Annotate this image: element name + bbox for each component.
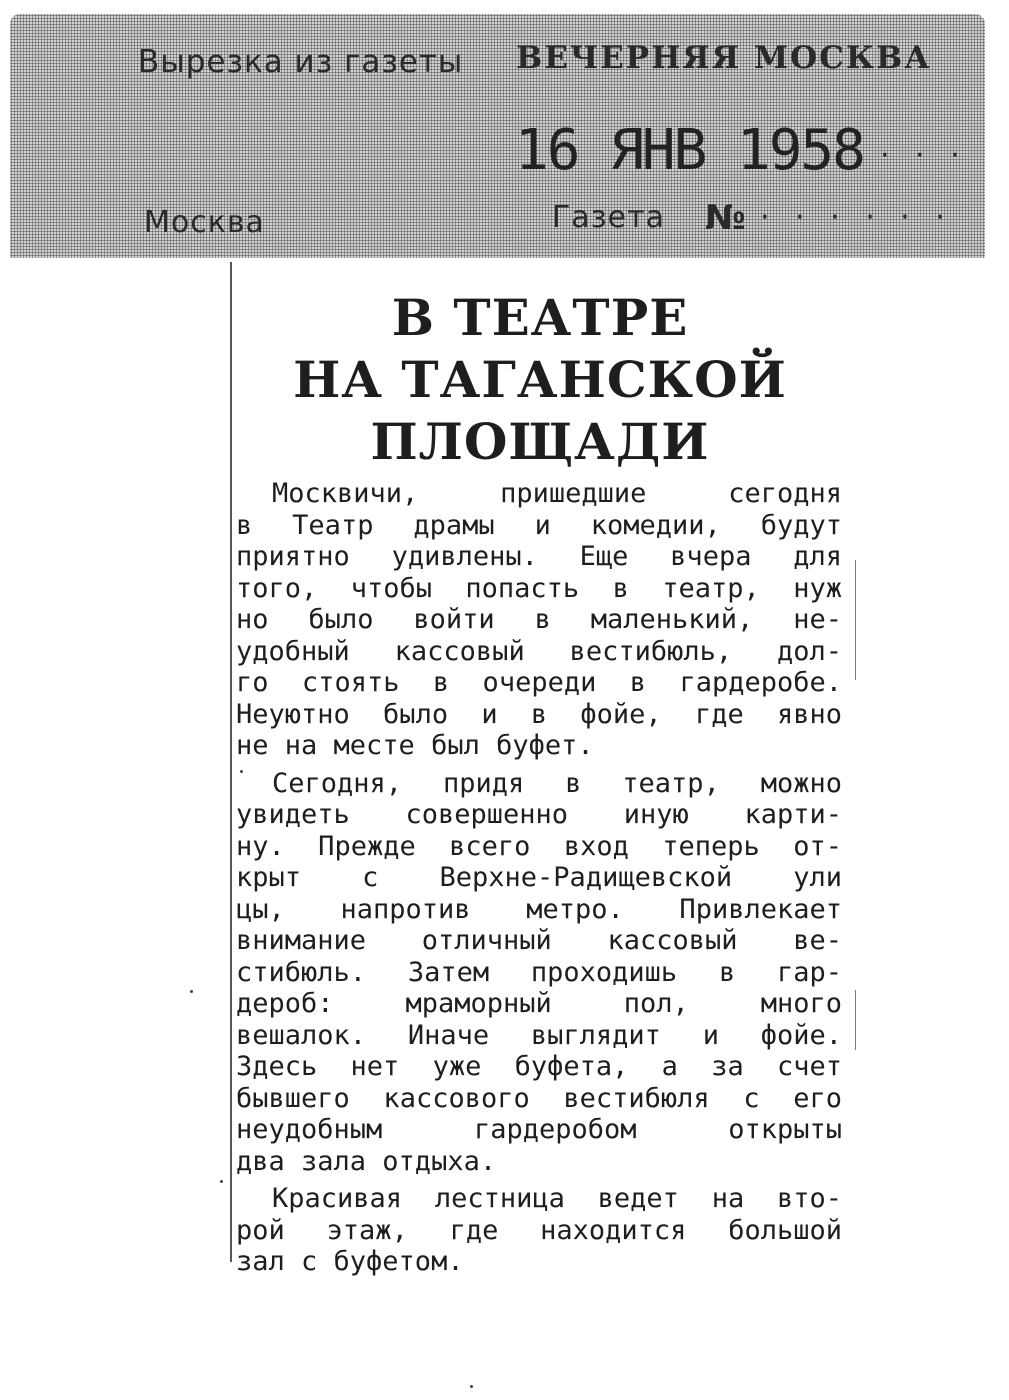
text-line: Неуютно было и в фойе, где явно	[236, 698, 842, 730]
text-line: Москвичи, пришедшие сегодня	[272, 478, 842, 509]
date-dots: · · ·	[880, 138, 968, 173]
text-line: но было войти в маленький, не-	[236, 604, 842, 635]
text-line: цы, напротив метро. Привлекает	[236, 893, 842, 925]
text-line: зал с буфетом.	[236, 1246, 464, 1277]
number-dots: · · · · · ·	[760, 200, 953, 235]
date-stamp: 16 ЯНВ 1958	[515, 118, 864, 183]
clipping-right-edge-mark	[855, 990, 856, 1050]
text-line: в Театр драмы и комедии, будут	[236, 509, 842, 541]
text-line: неудобным гардеробом открыты	[236, 1114, 842, 1145]
city-label: Москва	[144, 205, 265, 240]
clipping-label: Вырезка из газеты	[138, 44, 464, 80]
text-line: Красивая лестница ведет на вто-	[272, 1183, 842, 1214]
clipping-right-edge-mark	[855, 560, 856, 680]
text-line: удобный кассовый вестибюль, дол-	[236, 635, 842, 667]
article-paragraph	[236, 478, 842, 762]
text-line: приятно удивлены. Еще вчера для	[236, 541, 842, 572]
scan-speck	[470, 1385, 473, 1388]
article-paragraph	[236, 768, 842, 1178]
clipping-left-edge	[230, 262, 232, 1262]
text-line: не на месте был буфет.	[236, 730, 594, 761]
article-body	[236, 478, 842, 1284]
newspaper-name: ВЕЧЕРНЯЯ МОСКВА	[516, 40, 932, 76]
text-line: го стоять в очереди в гардеробе.	[236, 667, 842, 698]
text-line: Сегодня, придя в театр, можно	[272, 767, 842, 799]
text-line: крыт с Верхне-Радищевской ули	[236, 862, 842, 893]
text-line: того, чтобы попасть в театр, нуж	[236, 572, 842, 604]
text-line: стибюль. Затем проходишь в гар-	[236, 956, 842, 988]
article-headline	[240, 287, 840, 473]
text-line: ну. Прежде всего вход теперь от-	[236, 830, 842, 862]
article-paragraph	[236, 1183, 842, 1278]
scan-speck	[220, 1180, 223, 1183]
text-line: рой этаж, где находится большой	[236, 1214, 842, 1246]
text-line: Здесь нет уже буфета, а за счет	[236, 1051, 842, 1082]
text-line: увидеть совершенно иную карти-	[236, 799, 842, 830]
text-line: бывшего кассового вестибюля с его	[236, 1082, 842, 1114]
scan-speck	[190, 990, 193, 993]
headline-line: НА ТАГАНСКОЙ	[293, 350, 787, 409]
text-line: два зала отдыха.	[236, 1145, 497, 1177]
headline-line: В ТЕАТРЕ	[391, 288, 689, 347]
text-line: вешалок. Иначе выглядит и фойе.	[236, 1019, 842, 1051]
headline-line: ПЛОЩАДИ	[370, 412, 710, 471]
text-line: внимание отличный кассовый ве-	[236, 925, 842, 956]
text-line: дероб: мраморный пол, много	[236, 988, 842, 1019]
gazeta-label: Газета	[552, 200, 665, 235]
number-sign: №	[705, 198, 747, 238]
scan-speck	[240, 770, 243, 773]
